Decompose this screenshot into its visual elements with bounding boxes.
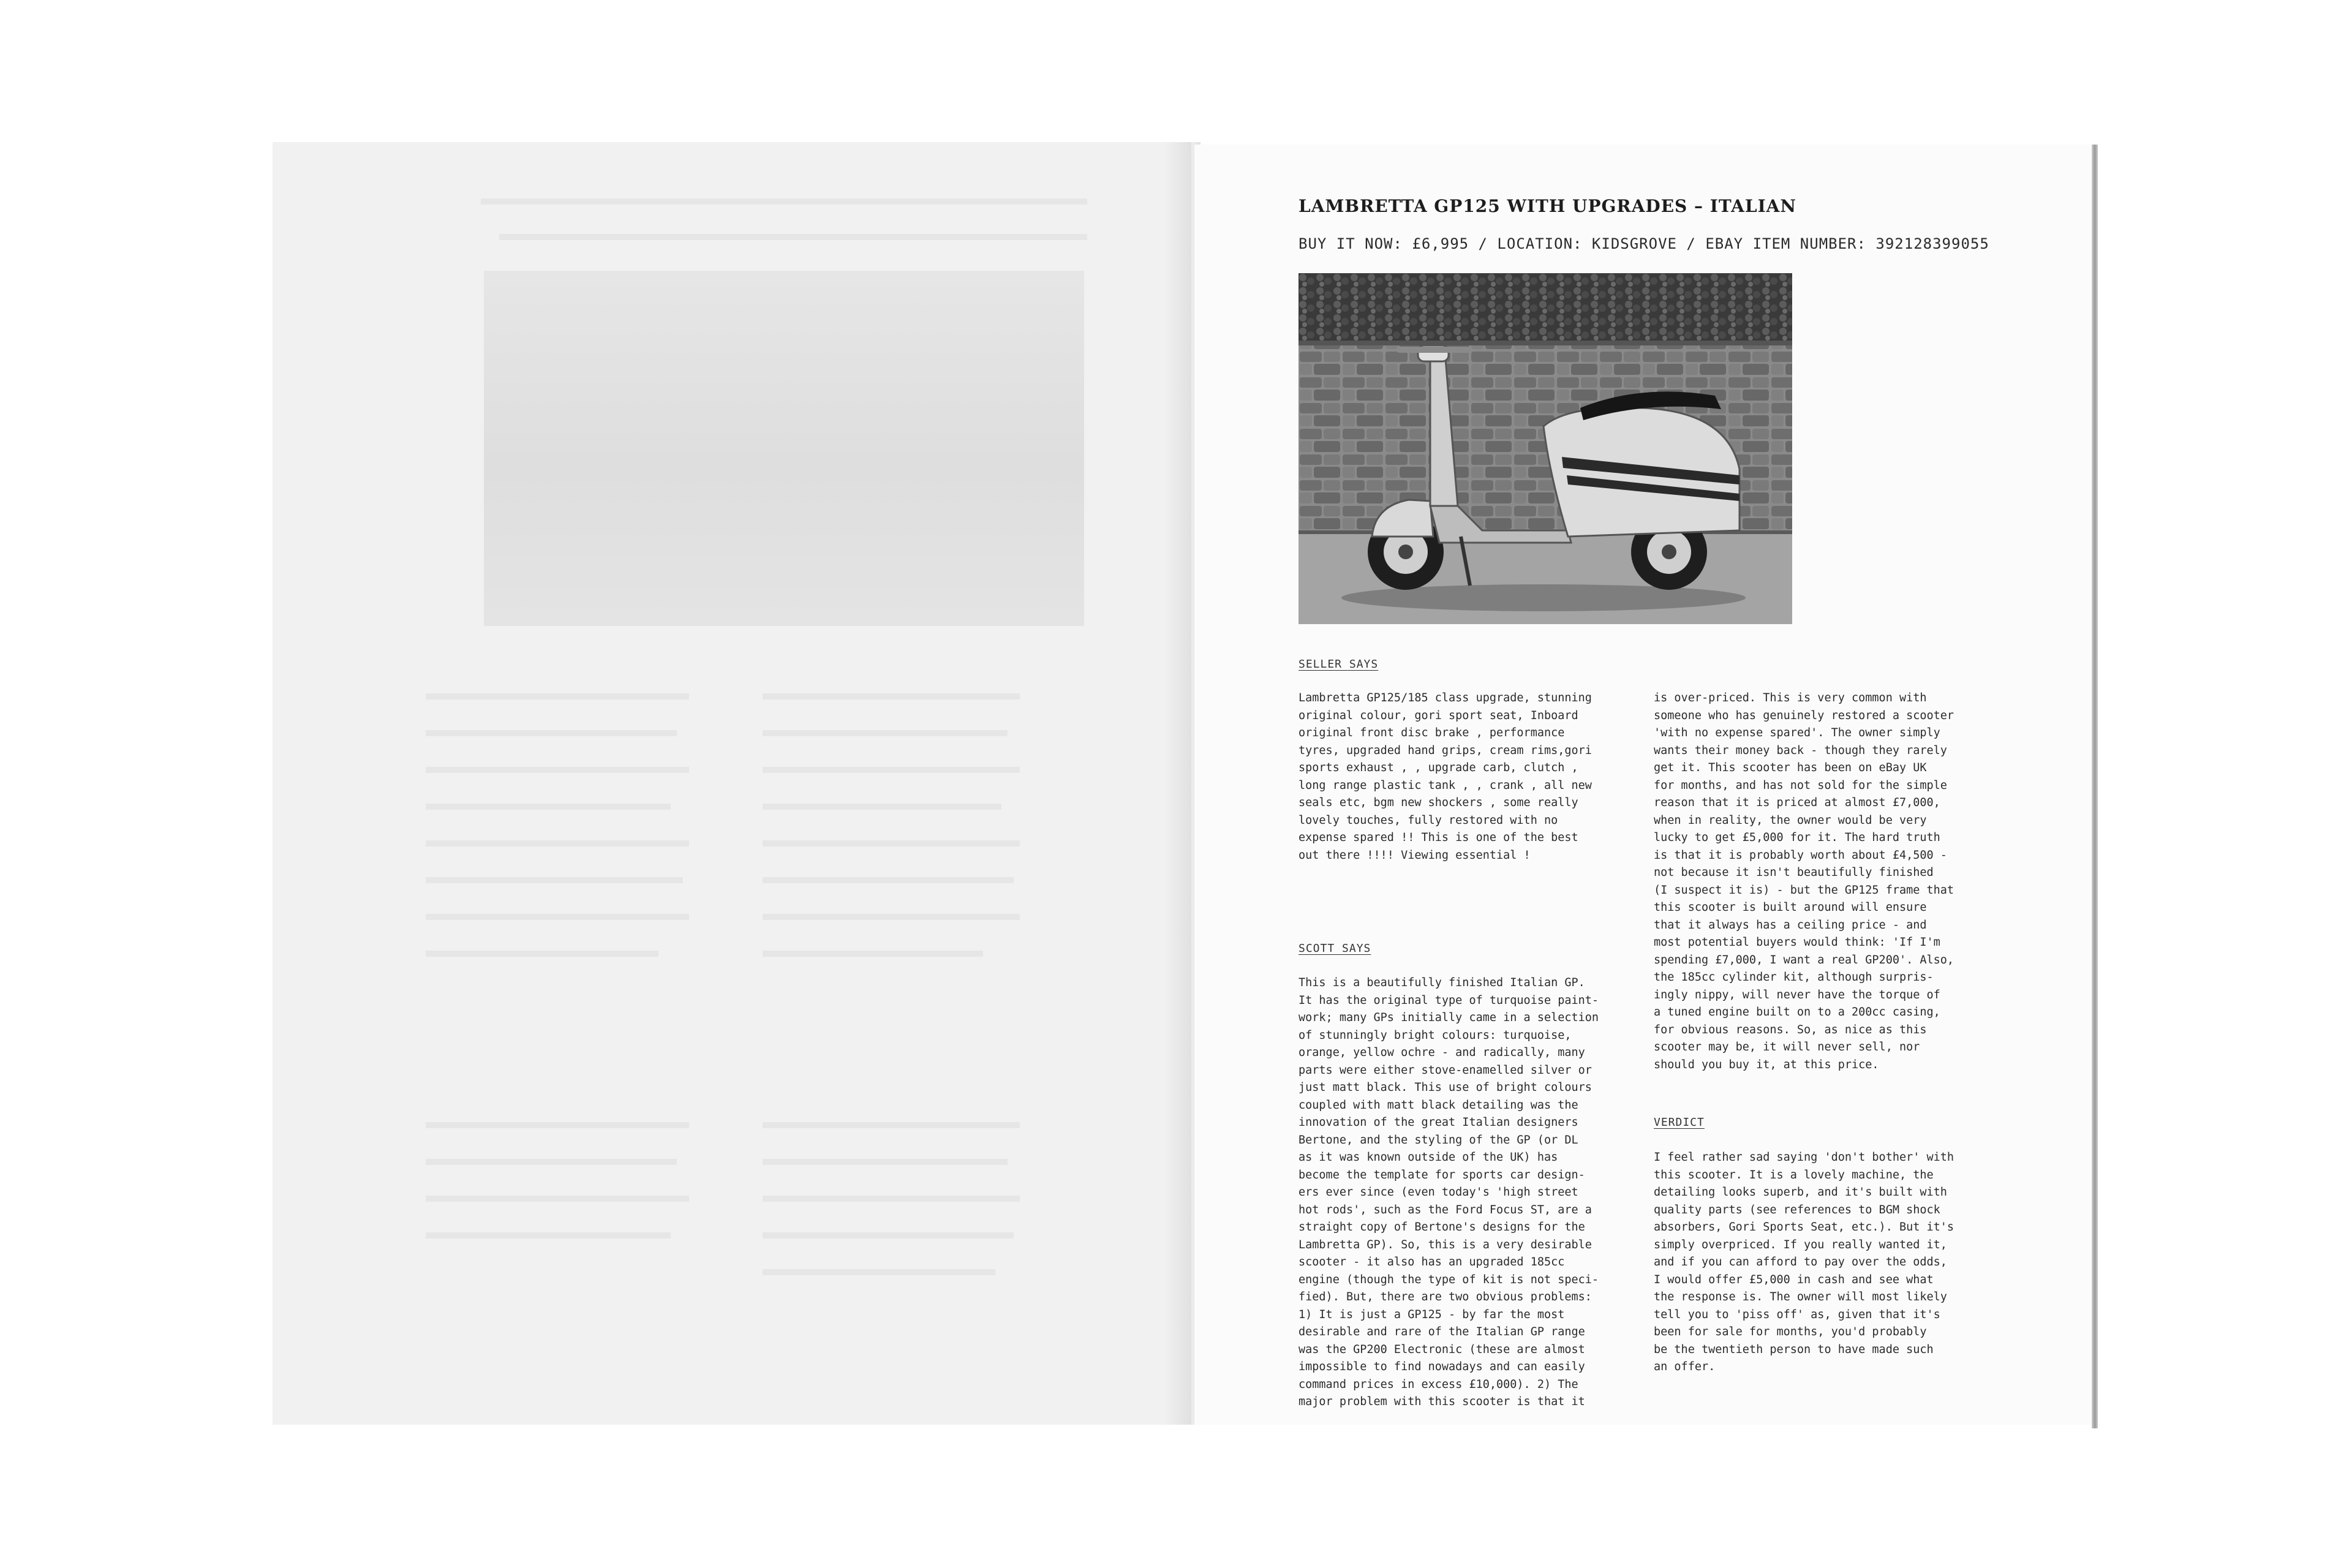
seller-says-text: Lambretta GP125/185 class upgrade, stunning original colour, gori sport seat, Inboard original front disc brake , performance tyres, upgraded hand grips, cream rims,gori sports exhaust , , upgrade carb, clutch , long range plastic tank , , crank , all new seals etc, bgm new shockers , some really lovely touches, fully restored with no expense spared !! This is one of the best out there !!!! Viewing essential !: [1298, 692, 1592, 862]
scott-says-text-continued: is over-priced. This is very common with someone who has genuinely restored a scooter 'with no expense spared'. The owner simply wants their money back - though they rarely get it. This scooter has been on eBay UK for months, and has not sold for the simple reason that it is priced at almost £7,000, when in reality, the owner would be very lucky to get £5,000 for it. The hard truth is that it is probably worth about £4,500 - not because it isn't beautifully finished (I suspect it is) - but the GP125 frame that this scooter is built around will ensure that it always has a ceiling price - and most potential buyers would think: 'If I'm spending £7,000, I want a real GP200'. Also, the 185cc cylinder kit, although surpris- ingly nippy, will never have the torque of a tuned engine built on to a 200cc casing, for obvious reasons. So, as nice as this scooter may be, it will never sell, nor should you buy it, at this price.: [1654, 692, 1954, 1071]
show-through-line: [763, 730, 1008, 736]
show-through-line: [763, 804, 1001, 810]
show-through-line: [763, 767, 1020, 773]
show-through-line: [499, 234, 1087, 240]
scooter-photo: [1298, 273, 1792, 624]
show-through-line: [426, 877, 683, 883]
page-stack-edge: [2092, 145, 2098, 1428]
show-through-line: [426, 1122, 689, 1128]
show-through-line: [426, 840, 689, 846]
show-through-line: [426, 767, 689, 773]
show-through-line: [426, 1232, 671, 1238]
article-title: LAMBRETTA GP125 WITH UPGRADES – ITALIAN: [1298, 196, 1796, 216]
left-page: [273, 142, 1191, 1425]
verdict-text: I feel rather sad saying 'don't bother' with this scooter. It is a lovely machine, the detailing looks superb, and it's built with quality parts (see references to BGM shock absorbers, Gori Sports Seat, etc.). But it's simply overpriced. If you really wanted it, and if you can afford to pay over the odds, I would offer £5,000 in cash and see what the response is. The owner will most likely tell you to 'piss off' as, given that it's been for sale for months, you'd probably be the twentieth person to have made such an offer.: [1654, 1151, 1954, 1373]
show-through-line: [763, 1196, 1020, 1202]
show-through-line: [763, 1122, 1020, 1128]
show-through-line: [426, 1159, 677, 1165]
show-through-line: [426, 804, 671, 810]
show-through-line: [426, 951, 658, 957]
listing-details: BUY IT NOW: £6,995 / LOCATION: KIDSGROVE / EBAY ITEM NUMBER: 392128399055: [1298, 235, 1989, 252]
show-through-line: [763, 877, 1014, 883]
verdict-heading: VERDICT: [1654, 1116, 1705, 1129]
show-through-line: [426, 914, 689, 920]
scooter-photo-illustration: [1298, 273, 1792, 624]
show-through-line: [763, 840, 1020, 846]
show-through-line: [763, 951, 983, 957]
show-through-line: [763, 1269, 995, 1275]
scott-says-text: This is a beautifully finished Italian GP. It has the original type of turquoise paint- work; many GPs initially came in a selection of stunningly bright colours: turquoise, orange, yellow ochre - and radically, many parts were either stove-enamelled silver or just matt black. This use of bright colours coupled with matt black detailing was the innovation of the great Italian designers Bertone, and the styling of the GP (or DL as it was known outside of the UK) has become the template for sports car design- ers ever since (even today's 'high street hot rods', such as the Ford Focus ST, are a straight copy of Bertone's designs for the Lambretta GP). So, this is a very desirable scooter - it also has an upgraded 185cc engine (though the type of kit is not speci- fied). But, there are two obvious problems: 1) It is just a GP125 - by far the most desirable and rare of the Italian GP range was the GP200 Electronic (these are almost impossible to find nowadays and can easily command prices in excess £10,000). 2) The major problem with this scooter is that it: [1298, 976, 1599, 1408]
show-through-line: [426, 693, 689, 699]
show-through-line: [763, 1232, 1014, 1238]
show-through-line: [426, 730, 677, 736]
seller-says-heading: SELLER SAYS: [1298, 658, 1379, 671]
show-through-line: [481, 198, 1087, 205]
right-page: [1194, 145, 2092, 1425]
show-through-line: [763, 693, 1020, 699]
scott-says-heading: SCOTT SAYS: [1298, 942, 1371, 955]
show-through-line: [763, 914, 1020, 920]
show-through-photo: [484, 271, 1084, 626]
show-through-line: [426, 1196, 689, 1202]
show-through-line: [763, 1159, 1008, 1165]
